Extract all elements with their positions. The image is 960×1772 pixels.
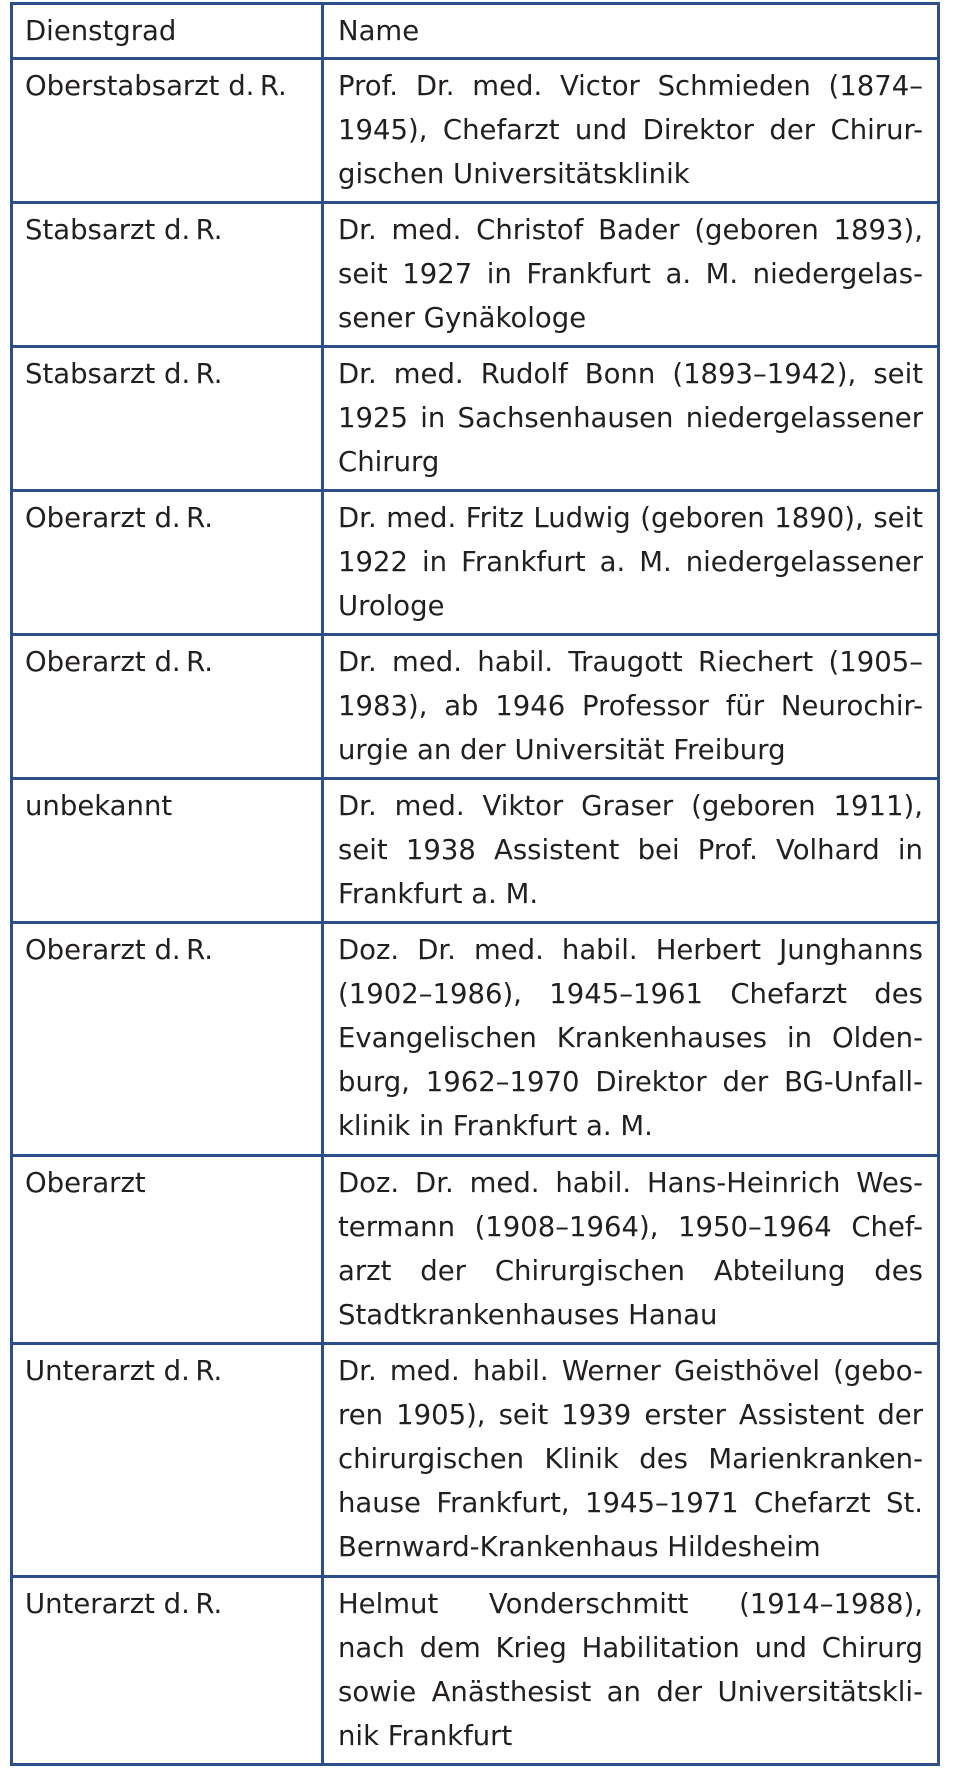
name-line: Doz. Dr. med. habil. Hans-Heinrich Wes- [338,1166,923,1199]
name-cell [323,491,939,635]
name-line: Chirurg [338,446,440,479]
table-body [12,59,939,1765]
name-line: Frankfurt a. M. [338,878,539,911]
name-line: klinik in Frankfurt a. M. [338,1110,653,1143]
table-row [12,347,939,491]
name-line: Dr. med. Christof Bader (geboren 1893), [338,214,923,247]
name-line: 1922 in Frankfurt a. M. niedergelassener [338,546,923,579]
name-line: Dr. med. habil. Werner Geisthövel (gebo- [338,1355,923,1388]
name-line: sener Gynäkologe [338,302,587,335]
name-line: Prof. Dr. med. Victor Schmieden (1874– [338,70,923,103]
rank-cell: Oberstabsarzt d. R. [12,59,323,203]
name-line: seit 1927 in Frankfurt a. M. niedergelas- [338,258,923,291]
name-line: 1945), Chefarzt und Direktor der Chirur- [338,114,923,147]
name-line: Dr. med. habil. Traugott Riechert (1905– [338,646,923,679]
table-header-row [12,4,939,59]
name-line: ren 1905), seit 1939 erster Assistent der [338,1399,923,1432]
name-line: 1925 in Sachsenhausen niedergelassener [338,402,923,435]
name-line: seit 1938 Assistent bei Prof. Volhard in [338,834,923,867]
name-cell [323,59,939,203]
name-cell [323,635,939,779]
name-line: burg, 1962–1970 Direktor der BG-Unfall- [338,1066,923,1099]
name-line: Dr. med. Viktor Graser (geboren 1911), [338,790,923,823]
name-cell [323,923,939,1156]
rank-cell: Stabsarzt d. R. [12,347,323,491]
rank-cell: Stabsarzt d. R. [12,203,323,347]
name-line: arzt der Chirurgischen Abteilung des [338,1254,923,1287]
rank-cell: unbekannt [12,779,323,923]
name-line: nik Frankfurt [338,1719,513,1752]
table-row [12,1155,939,1343]
name-line: urgie an der Universität Freiburg [338,734,786,767]
name-cell [323,203,939,347]
table-row [12,491,939,635]
name-cell [323,1155,939,1343]
name-line: nach dem Krieg Habilitation und Chirurg [338,1631,923,1664]
name-line: Doz. Dr. med. habil. Herbert Junghanns [338,934,923,967]
name-line: Dr. med. Fritz Ludwig (geboren 1890), seit [338,502,923,535]
rank-cell: Oberarzt d. R. [12,635,323,779]
name-line: hause Frankfurt, 1945–1971 Chefarzt St. [338,1487,923,1520]
table-row [12,923,939,1156]
table-row [12,1344,939,1577]
name-line: Dr. med. Rudolf Bonn (1893–1942), seit [338,358,923,391]
name-line: Bernward-Krankenhaus Hildesheim [338,1531,821,1564]
table-row [12,59,939,203]
column-header-rank: Dienstgrad [12,4,323,59]
name-line: Helmut Vonderschmitt (1914–1988), [338,1587,923,1620]
table-row [12,635,939,779]
column-header-name: Name [323,4,939,59]
name-line: gischen Universitätsklinik [338,158,690,191]
name-line: (1902–1986), 1945–1961 Chefarzt des [338,978,923,1011]
name-line: Evangelischen Krankenhauses in Olden- [338,1022,923,1055]
table-row [12,1576,939,1764]
rank-cell: Oberarzt [12,1155,323,1343]
name-cell [323,779,939,923]
name-line: chirurgischen Klinik des Marienkranken- [338,1443,923,1476]
name-cell [323,1344,939,1577]
rank-cell: Oberarzt d. R. [12,491,323,635]
name-line: Urologe [338,590,445,623]
personnel-table [10,2,940,1766]
rank-cell: Oberarzt d. R. [12,923,323,1156]
name-line: Stadtkrankenhauses Hanau [338,1298,718,1331]
rank-cell: Unterarzt d. R. [12,1344,323,1577]
table-row [12,779,939,923]
name-cell [323,347,939,491]
table-row [12,203,939,347]
name-line: sowie Anästhesist an der Universitätskli- [338,1675,923,1708]
name-cell [323,1576,939,1764]
name-line: 1983), ab 1946 Professor für Neurochir- [338,690,923,723]
rank-cell: Unterarzt d. R. [12,1576,323,1764]
name-line: termann (1908–1964), 1950–1964 Chef- [338,1210,923,1243]
